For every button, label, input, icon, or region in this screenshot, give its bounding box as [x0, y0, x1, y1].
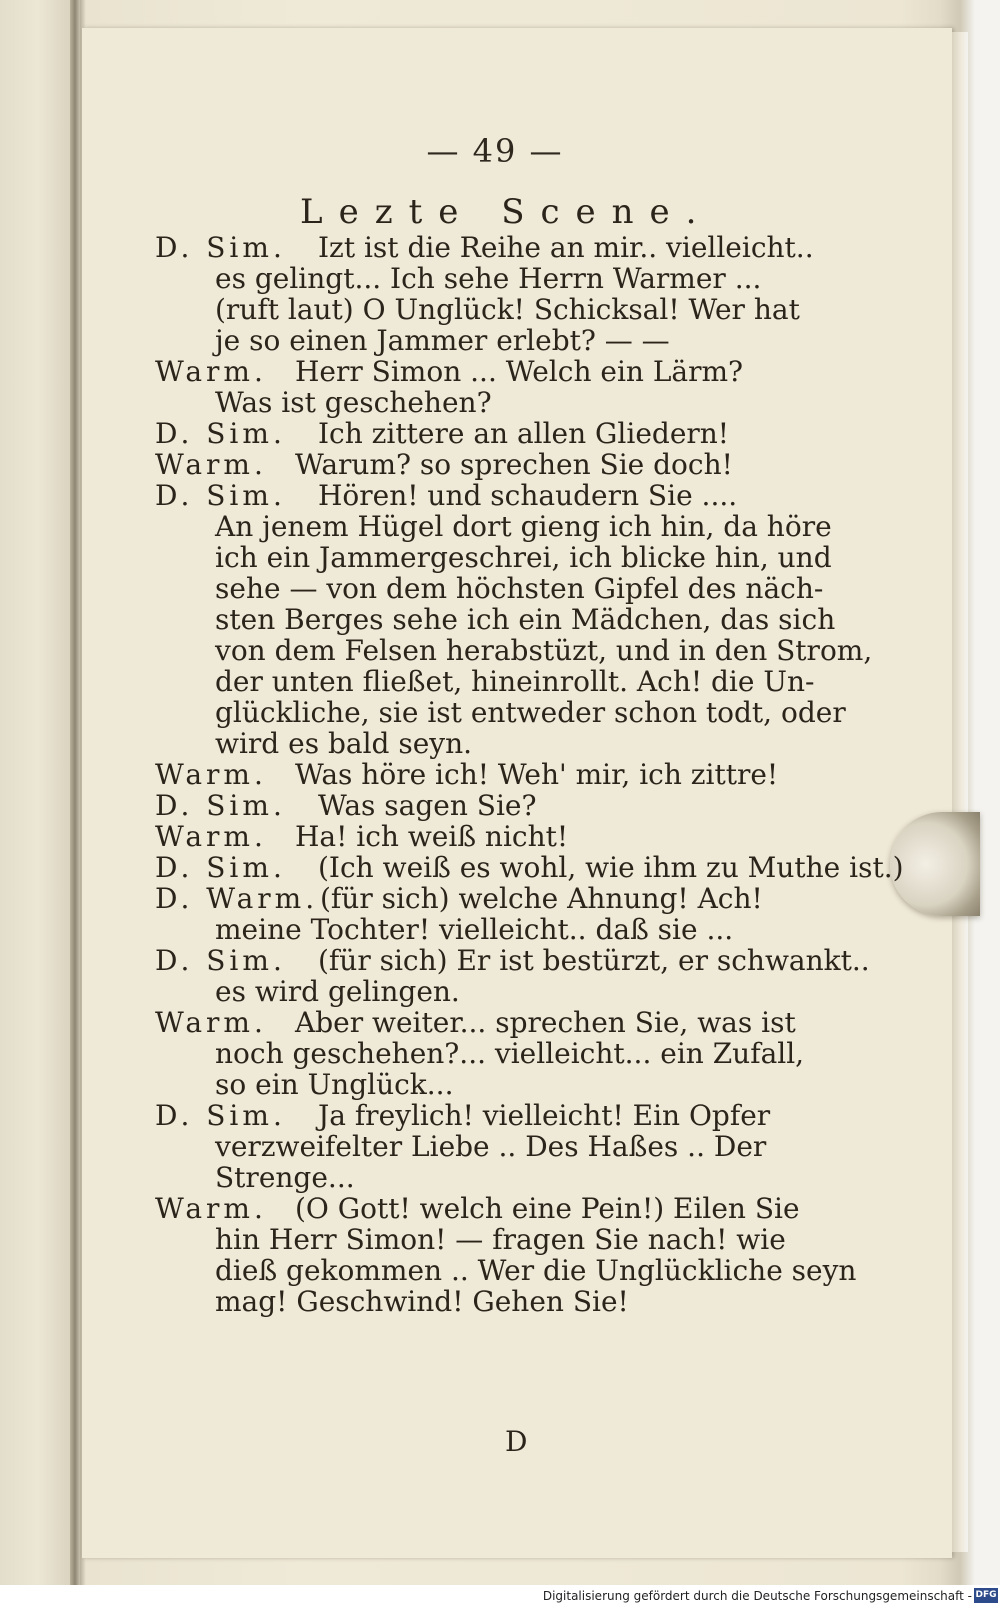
book-gutter	[70, 0, 80, 1585]
speaker-name: Warm.	[155, 448, 267, 481]
dialogue-line: meine Tochter! vielleicht.. daß sie ...	[215, 913, 734, 946]
speaker-name: Warm.	[155, 1192, 267, 1225]
dialogue-line: sten Berges sehe ich ein Mädchen, das sich	[215, 603, 836, 636]
speaker-name: Warm.	[155, 355, 267, 388]
speaker-name: D. Warm.	[155, 882, 319, 915]
dialogue-line: Warum? so sprechen Sie doch!	[295, 448, 733, 481]
dialogue-line: (O Gott! welch eine Pein!) Eilen Sie	[295, 1192, 800, 1225]
dialogue-line: von dem Felsen herabstüzt, und in den Strom,	[215, 634, 873, 667]
dialogue-line: Was sagen Sie?	[318, 789, 537, 822]
speaker-name: D. Sim.	[155, 944, 286, 977]
dialogue-line: Strenge...	[215, 1161, 355, 1194]
speaker-name: D. Sim.	[155, 1099, 286, 1132]
dfg-logo-icon: DFG	[974, 1588, 998, 1603]
signature-mark: D	[505, 1425, 528, 1458]
dialogue-line: (für sich) Er ist bestürzt, er schwankt..	[318, 944, 870, 977]
dialogue-line: Aber weiter... sprechen Sie, was ist	[295, 1006, 796, 1039]
left-page-edge	[0, 0, 76, 1585]
scene-heading: Lezte Scene.	[300, 192, 713, 232]
dialogue-line: noch geschehen?... vielleicht... ein Zufall,	[215, 1037, 805, 1070]
footer-bar	[0, 1585, 1000, 1609]
speaker-name: Warm.	[155, 820, 267, 853]
speaker-name: D. Sim.	[155, 789, 286, 822]
dialogue-line: Ich zittere an allen Gliedern!	[318, 417, 730, 450]
dialogue-line: sehe — von dem höchsten Gipfel des näch-	[215, 572, 824, 605]
dialogue-line: Was ist geschehen?	[215, 386, 492, 419]
dialogue-line: ich ein Jammergeschrei, ich blicke hin, und	[215, 541, 832, 574]
speaker-name: Warm.	[155, 1006, 267, 1039]
speaker-name: D. Sim.	[155, 851, 286, 884]
dialogue-line: Ja freylich! vielleicht! Ein Opfer	[318, 1099, 771, 1132]
page-number: — 49 —	[426, 132, 564, 170]
dialogue-line: (Ich weiß es wohl, wie ihm zu Muthe ist.)	[318, 851, 904, 884]
dialogue-line: mag! Geschwind! Gehen Sie!	[215, 1285, 629, 1318]
dialogue-line: es gelingt... Ich sehe Herrn Warmer ...	[215, 262, 762, 295]
dialogue-line: Ha! ich weiß nicht!	[295, 820, 569, 853]
dialogue-line: der unten fließet, hineinrollt. Ach! die Un-	[215, 665, 815, 698]
speaker-name: D. Sim.	[155, 231, 286, 264]
dialogue-line: verzweifelter Liebe .. Des Haßes .. Der	[215, 1130, 767, 1163]
dialogue-line: Hören! und schaudern Sie ....	[318, 479, 738, 512]
speaker-name: D. Sim.	[155, 479, 286, 512]
dialogue-line: Izt ist die Reihe an mir.. vielleicht..	[318, 231, 814, 264]
dialogue-line: hin Herr Simon! — fragen Sie nach! wie	[215, 1223, 786, 1256]
dialogue-line: so ein Unglück...	[215, 1068, 454, 1101]
digitization-credit: Digitalisierung gefördert durch die Deutsche Forschungsgemeinschaft -	[542, 1589, 972, 1603]
dialogue-line: je so einen Jammer erlebt? — —	[215, 324, 670, 357]
page-edge	[952, 32, 968, 1552]
dialogue-line: glückliche, sie ist entweder schon todt, oder	[215, 696, 846, 729]
dialogue-line: wird es bald seyn.	[215, 727, 473, 760]
speaker-name: D. Sim.	[155, 417, 286, 450]
dialogue-line: Herr Simon ... Welch ein Lärm?	[295, 355, 744, 388]
dialogue-line: dieß gekommen .. Wer die Unglückliche seyn	[215, 1254, 857, 1287]
speaker-name: Warm.	[155, 758, 267, 791]
dialogue-line: (ruft laut) O Unglück! Schicksal! Wer hat	[215, 293, 800, 326]
dialogue-line: es wird gelingen.	[215, 975, 460, 1008]
dialogue-line: Was höre ich! Weh' mir, ich zittre!	[295, 758, 779, 791]
dialogue-line: (für sich) welche Ahnung! Ach!	[320, 882, 763, 915]
dialogue-line: An jenem Hügel dort gieng ich hin, da höre	[215, 510, 832, 543]
